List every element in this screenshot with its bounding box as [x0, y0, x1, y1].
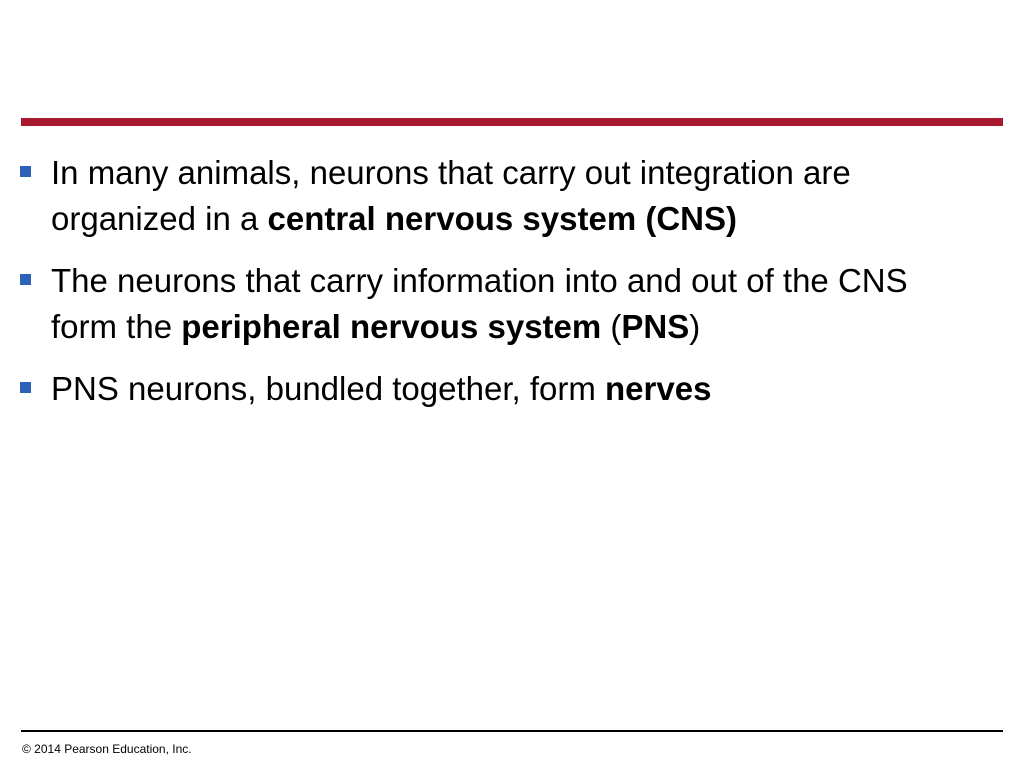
bullet-list	[17, 150, 977, 428]
bullet-text	[51, 154, 851, 237]
bullet-text-bold-term: central nervous system (CNS)	[267, 200, 737, 237]
bullet-text-plain: PNS neurons, bundled together, form	[51, 370, 606, 407]
bullet-text-bold-abbrev: PNS	[621, 308, 690, 345]
bullet-item-cns	[17, 150, 977, 242]
square-bullet-icon	[20, 166, 31, 177]
bullet-text-plain: (	[601, 308, 622, 345]
footer-divider-line	[21, 730, 1003, 732]
square-bullet-icon	[20, 274, 31, 285]
copyright-notice: © 2014 Pearson Education, Inc.	[22, 742, 192, 756]
square-bullet-icon	[20, 382, 31, 393]
bullet-text-bold-term: nerves	[605, 370, 712, 407]
bullet-text-plain: In many animals, neurons that carry out integration are organized in a	[51, 154, 851, 237]
bullet-text	[51, 262, 908, 345]
bullet-item-nerves	[17, 366, 977, 412]
bullet-text	[51, 370, 711, 407]
bullet-text-plain: )	[689, 308, 701, 345]
title-divider-line	[21, 118, 1003, 126]
bullet-text-plain: The neurons that carry information into and out of the CNS form the	[51, 262, 908, 345]
bullet-text-bold-term: peripheral nervous system	[181, 308, 602, 345]
bullet-item-pns	[17, 258, 977, 350]
